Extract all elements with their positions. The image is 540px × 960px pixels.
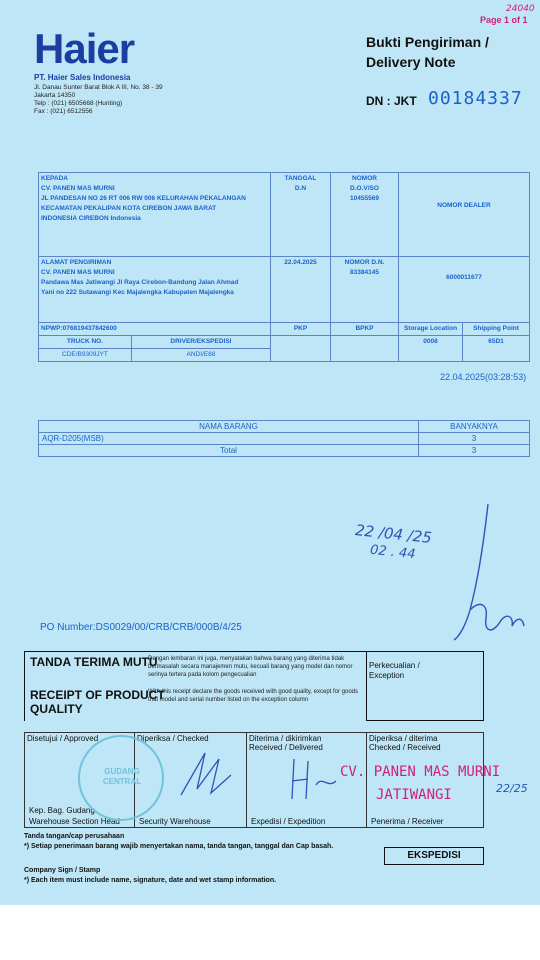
address-line-1: Jl. Danau Sunter Barat Blok A III, No. 38 - 39 xyxy=(34,84,163,91)
kepada-line: CV. PANEN MAS MURNI xyxy=(41,185,115,192)
exception-label xyxy=(369,661,420,681)
title-line-2: Delivery Note xyxy=(366,54,456,70)
shipping-value-cell: 65D1 xyxy=(463,336,530,362)
alamat-label: ALAMAT PENGIRIMAN xyxy=(41,259,112,266)
footer-line-1: Tanda tangan/cap perusahaan xyxy=(24,833,125,840)
expedition-label: Expedisi / Expedition xyxy=(251,817,326,826)
handwritten-date: 22 /04 /25 xyxy=(354,521,433,547)
company-address xyxy=(34,84,163,116)
kepada-cell xyxy=(39,173,271,257)
alamat-line: CV. PANEN MAS MURNI xyxy=(41,269,115,276)
nomor-line: 10455569 xyxy=(350,195,379,202)
tanggal-cell xyxy=(271,173,331,257)
warehouse-label-1: Kep. Bag. Gudang xyxy=(29,806,95,815)
driver-signature xyxy=(430,500,530,650)
receiver-label: Penerima / Receiver xyxy=(371,817,444,826)
phone-line: Telp : (021) 6505668 (Hunting) xyxy=(34,100,123,107)
alamat-cell xyxy=(39,257,271,323)
checked-label: Diperiksa / Checked xyxy=(137,734,209,743)
npwp-cell: NPWP:076819437842600 xyxy=(39,323,271,336)
footer-notes-en xyxy=(24,866,276,886)
ekspedisi-box: EKSPEDISI xyxy=(384,847,484,865)
address-line-2: Jakarta 14350 xyxy=(34,92,76,99)
kepada-line: KECAMATAN PEKALIPAN KOTA CIREBON JAWA BARAT xyxy=(41,205,217,212)
po-number: PO Number:DS0029/00/CRB/CRB/000B/4/25 xyxy=(40,622,242,633)
nomor-line: D.O.V/SO xyxy=(350,185,379,192)
nomor-label: NOMOR xyxy=(352,175,377,182)
pkp-value-cell xyxy=(271,336,331,362)
driver-label: DRIVER/EKSPEDISI xyxy=(131,336,270,349)
dealer-label: NOMOR DEALER xyxy=(437,202,491,209)
fax-line: Fax : (021) 6512556 xyxy=(34,108,93,115)
item-name: AQR-D205(MSB) xyxy=(39,433,419,445)
footer-line-3: Company Sign / Stamp xyxy=(24,867,101,874)
bpkp-cell: BPKP xyxy=(331,323,399,336)
received-signature xyxy=(282,755,342,805)
bpkp-value-cell xyxy=(331,336,399,362)
receipt-text-id: Dengan lembaran ini juga, menyatakan bahwa barang yang diterima tidak bermasalah secara manajemen mutu, kecuali barang yang model dan nomor serinya tertera pada kolom pengecualian xyxy=(148,656,353,678)
exception-label-1: Perkecualian / xyxy=(369,661,420,670)
item-qty: 3 xyxy=(419,433,530,445)
company-stamp-line-1: CV. PANEN MAS MURNI xyxy=(340,764,501,780)
items-header-name: NAMA BARANG xyxy=(39,421,419,433)
title-line-1: Bukti Pengiriman / xyxy=(366,34,489,50)
total-label: Total xyxy=(39,445,419,457)
dealer-cell xyxy=(399,173,530,257)
warehouse-stamp-text: GUDANG CENTRAL xyxy=(102,767,142,786)
truck-driver-cell xyxy=(39,336,271,362)
kepada-line: INDONESIA CIREBON Indonesia xyxy=(41,215,141,222)
checked-signature xyxy=(175,745,235,805)
total-value: 3 xyxy=(419,445,530,457)
warehouse-label-2: Warehouse Section Head xyxy=(29,817,120,826)
driver-value: ANDI/E88 xyxy=(186,351,216,358)
checked2-label-1: Diperiksa / diterima xyxy=(369,734,438,743)
truck-value: CDE/B9309JYT xyxy=(39,349,131,362)
company-stamp-line-2: JATIWANGI xyxy=(376,787,452,803)
receipt-title-en-2: QUALITY xyxy=(30,702,83,716)
company-name: PT. Haier Sales Indonesia xyxy=(34,73,131,82)
storage-label-cell: Storage Location xyxy=(399,323,463,336)
page-label: Page 1 of 1 xyxy=(480,15,528,25)
items-table xyxy=(38,420,530,457)
tanggal-label: TANGGAL xyxy=(284,175,317,182)
receipt-title-en-1: RECEIPT OF PRODUCT xyxy=(30,688,165,702)
handwritten-right: 22/25 xyxy=(496,782,528,795)
warehouse-stamp xyxy=(78,735,164,821)
items-header-qty: BANYAKNYA xyxy=(419,421,530,433)
dealer-no-cell: 6000011677 xyxy=(399,257,530,323)
truck-label: TRUCK NO. xyxy=(39,336,131,349)
footer-line-2: *) Setiap penerimaan barang wajib menyertakan nama, tanda tangan, tanggal dan Cap basah. xyxy=(24,843,334,850)
kepada-label: KEPADA xyxy=(41,175,68,182)
date-cell: 22.04.2025 xyxy=(271,257,331,323)
receipt-text-en: With this receipt declare the goods received with good quality, except for goods that model and serial number listed on the exception column xyxy=(148,689,359,703)
table-row xyxy=(39,433,530,445)
footer-line-4: *) Each item must include name, signature, date and wet stamp information. xyxy=(24,877,277,884)
dn-number: 00184337 xyxy=(428,88,523,109)
document-title xyxy=(366,32,489,72)
checked2-label-2: Checked / Received xyxy=(369,743,441,752)
receiver-cell xyxy=(367,733,484,828)
security-label: Security Warehouse xyxy=(139,817,211,826)
exception-label-2: Exception xyxy=(369,671,405,680)
alamat-line: Yani no 222 Sutawangi Kec Majalengka Kabupaten Majalengka xyxy=(41,289,234,296)
truck-driver-table xyxy=(39,336,270,361)
nomor-cell xyxy=(331,173,399,257)
footer-notes-id xyxy=(24,832,333,852)
nomor-dn-cell xyxy=(331,257,399,323)
print-timestamp: 22.04.2025(03:28:53) xyxy=(440,372,527,382)
customer-table xyxy=(38,172,530,362)
receipt-title-en xyxy=(30,688,165,716)
receipt-title-id: TANDA TERIMA MUTU xyxy=(30,655,158,669)
approved-label: Disetujui / Approved xyxy=(27,734,99,743)
nomor-dn-value: 83384145 xyxy=(350,269,379,276)
storage-value-cell: 0008 xyxy=(399,336,463,362)
received-label-2: Received / Delivered xyxy=(249,743,323,752)
nomor-dn-label: NOMOR D.N. xyxy=(344,259,385,266)
dn-label: DN : JKT xyxy=(366,94,417,108)
handwritten-number: 24040 xyxy=(506,4,535,14)
pkp-cell: PKP xyxy=(271,323,331,336)
haier-logo: Haier xyxy=(34,25,135,72)
tanggal-value: D.N xyxy=(294,185,307,192)
handwritten-time: 02 . 44 xyxy=(369,542,417,563)
kepada-line: JL PANDESAN NO 26 RT 006 RW 006 KELURAHAN PEKALANGAN xyxy=(41,195,246,202)
shipping-label-cell: Shipping Point xyxy=(463,323,530,336)
alamat-line: Pandawa Mas Jatiwangi Jl Raya Cirebon-Bandung Jalan Ahmad xyxy=(41,279,239,286)
received-label-1: Diterima / dikirimkan xyxy=(249,734,322,743)
